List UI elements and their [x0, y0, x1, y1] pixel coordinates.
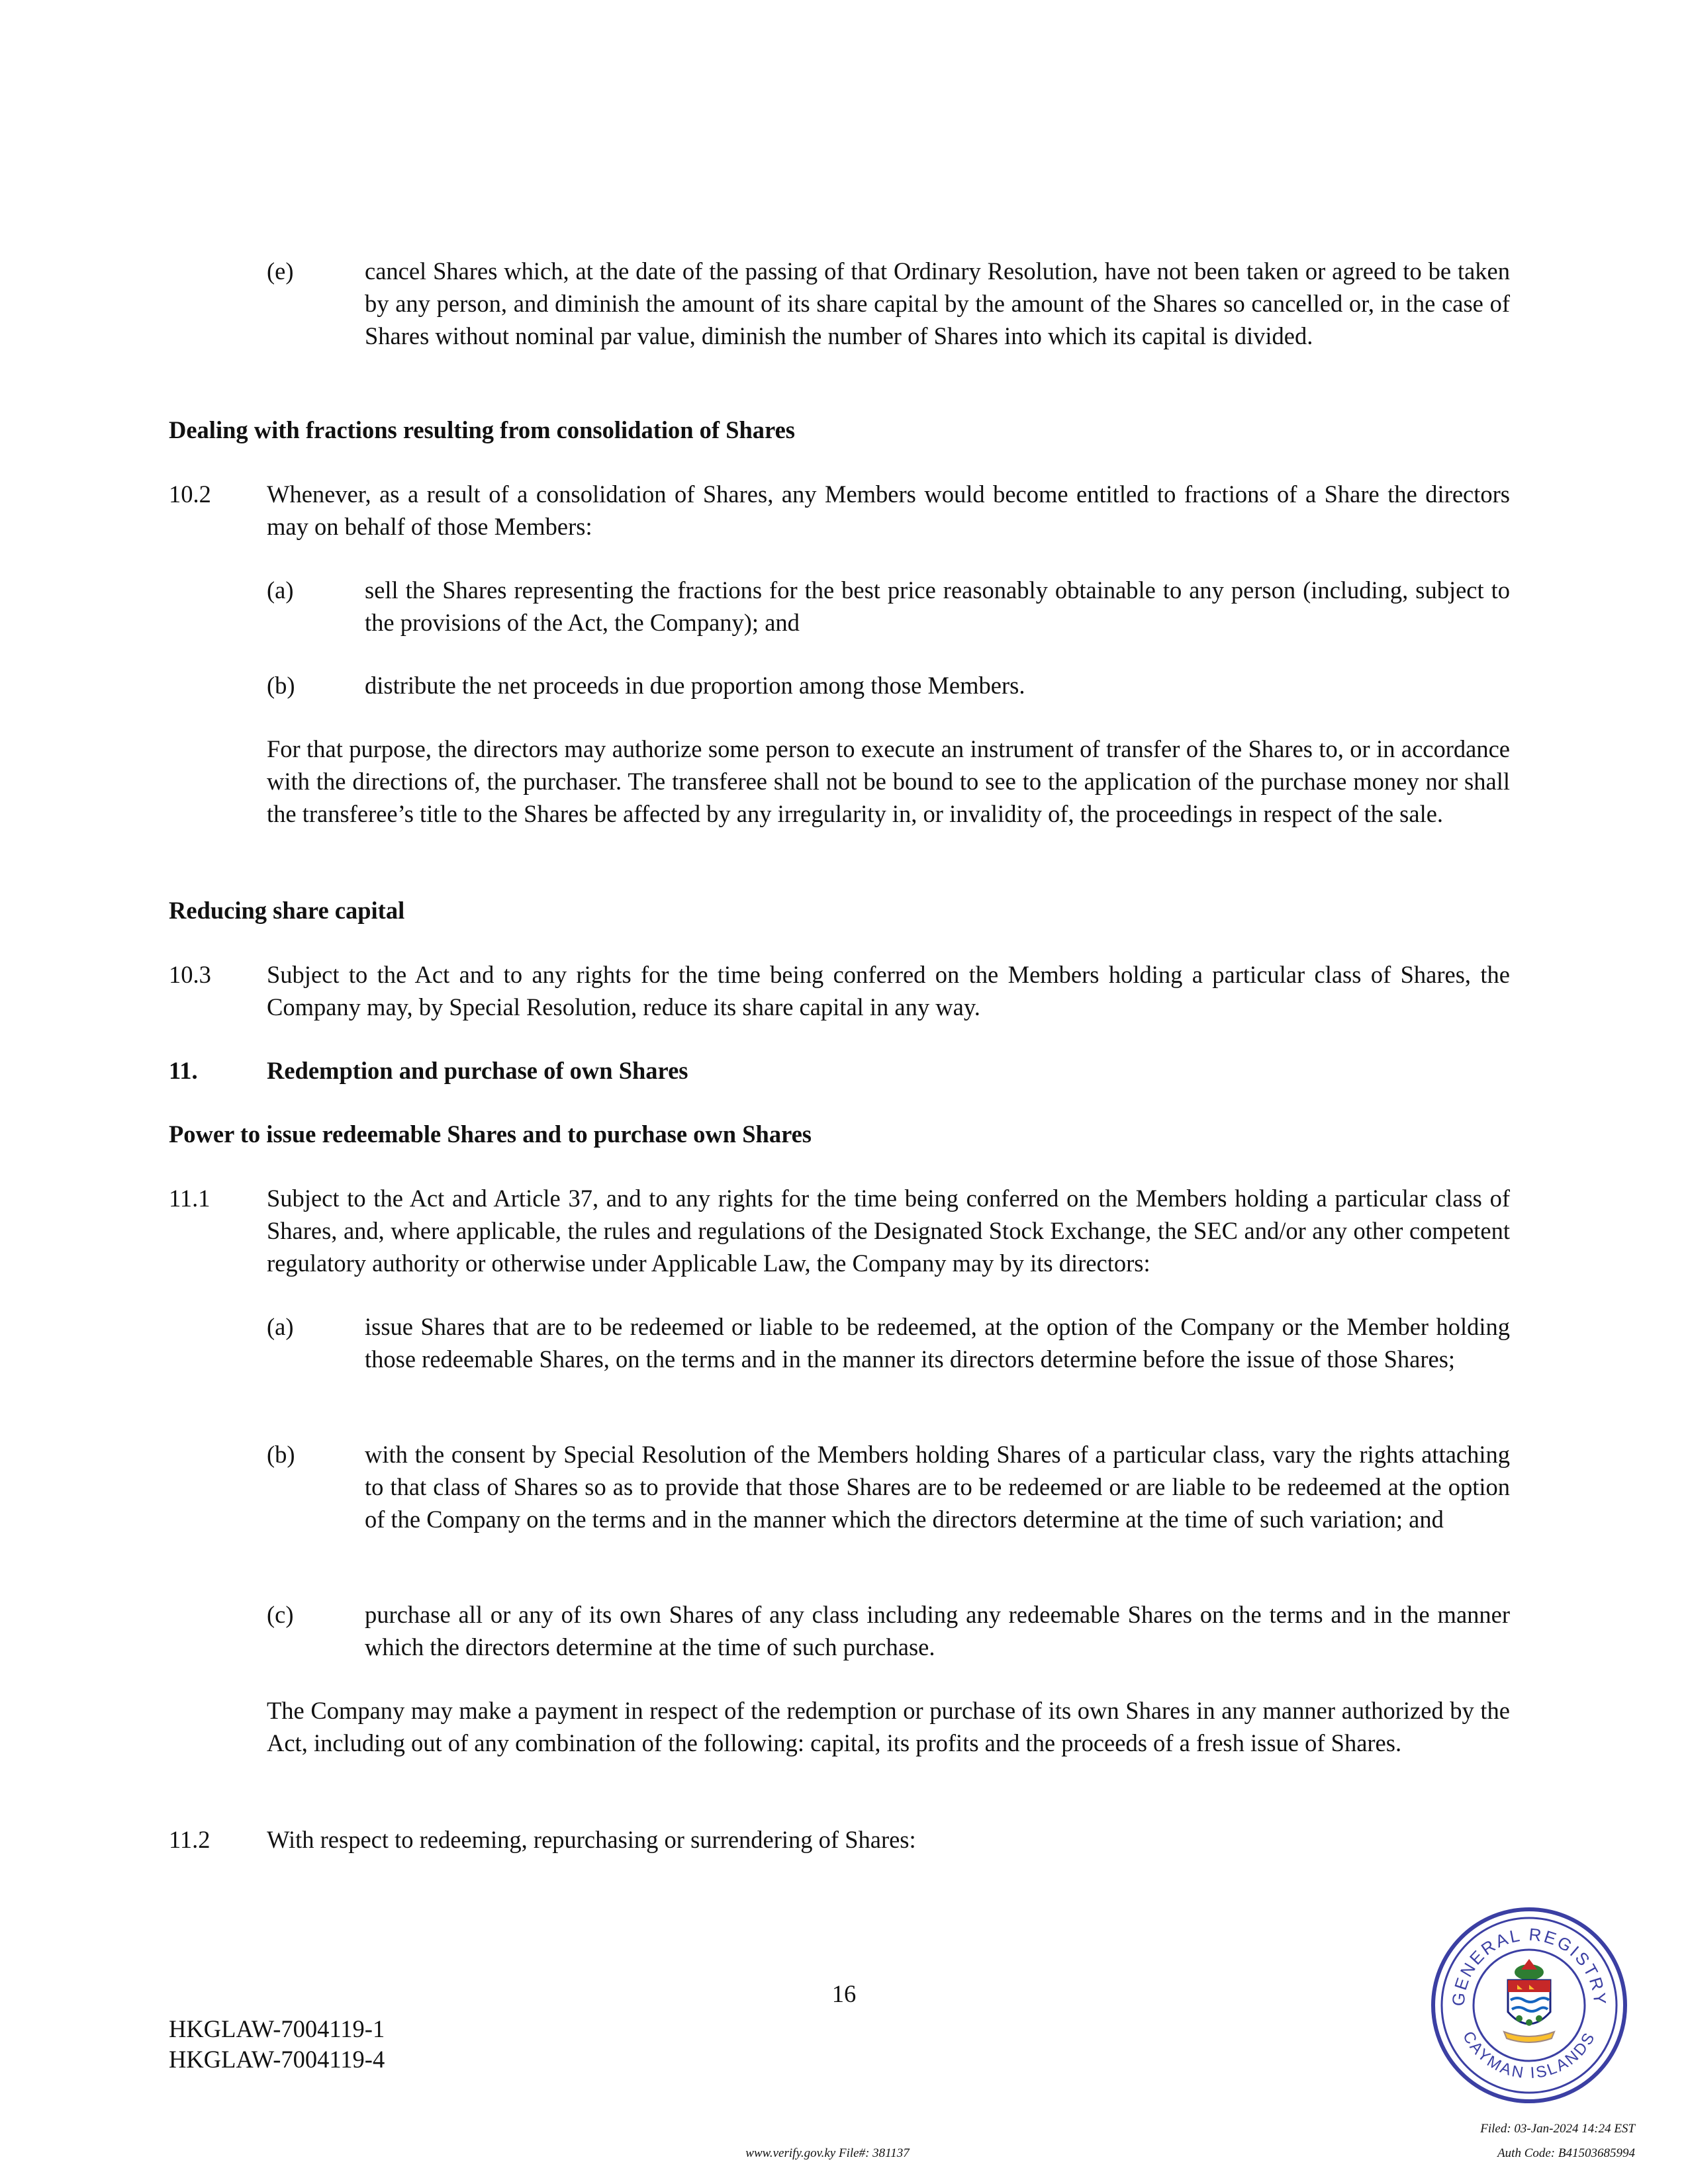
- footer-ref-1: HKGLAW-7004119-1: [169, 2015, 385, 2042]
- section-11-1-c-label: (c): [267, 1601, 294, 1628]
- general-registry-seal-icon: [1430, 1906, 1628, 2105]
- section-10-2-a-text: sell the Shares representing the fractions for the best price reasonably obtainable to any person (including, subject to the provisions of the Act, the Company); and: [365, 576, 1510, 636]
- section-11-2-text: With respect to redeeming, repurchasing or surrendering of Shares:: [267, 1826, 916, 1853]
- section-11-1-c-text: purchase all or any of its own Shares of any class including any redeemable Shares on the terms and in the manner which the directors determine at the time of such purchase.: [365, 1601, 1510, 1661]
- verify-url: www.verify.gov.ky File#: 381137: [745, 2146, 910, 2160]
- section-11-1-number: 11.1: [169, 1185, 211, 1212]
- heading-reducing: Reducing share capital: [169, 897, 405, 924]
- heading-fractions: Dealing with fractions resulting from consolidation of Shares: [169, 416, 795, 443]
- heading-power: Power to issue redeemable Shares and to purchase own Shares: [169, 1120, 812, 1148]
- item-e-text: cancel Shares which, at the date of the passing of that Ordinary Resolution, have not been taken or agreed to be taken by any person, and diminish the amount of its share capital by the amount of the Shares so cancelled or, in the case of Shares without nominal par value, diminish the number of Shares into which its capital is divided.: [365, 257, 1510, 349]
- section-11-1-a-label: (a): [267, 1313, 294, 1340]
- section-11-number: 11.: [169, 1057, 198, 1084]
- footer-ref-2: HKGLAW-7004119-4: [169, 2046, 385, 2073]
- section-11-2-number: 11.2: [169, 1826, 211, 1853]
- section-10-2-b-label: (b): [267, 672, 295, 699]
- section-11-1-b-text: with the consent by Special Resolution of the Members holding Shares of a particular class, vary the rights attaching to that class of Shares so as to provide that those Shares are to be redeemed or are liable to be redeemed at the option of the Company on the terms and in the manner which the directors determine at the time of such variation; and: [365, 1441, 1510, 1533]
- seal-top-text: GENERAL REGISTRY: [1448, 1924, 1611, 2007]
- section-10-3-text: Subject to the Act and to any rights for the time being conferred on the Members holding a particular class of Shares, the Company may, by Special Resolution, reduce its share capital in any way.: [267, 961, 1510, 1021]
- auth-code: Auth Code: B41503685994: [1497, 2146, 1635, 2160]
- section-10-2-b-text: distribute the net proceeds in due proportion among those Members.: [365, 672, 1025, 699]
- seal-bottom-text: CAYMAN ISLANDS: [1459, 2028, 1599, 2083]
- filed-stamp: Filed: 03-Jan-2024 14:24 EST: [1480, 2122, 1635, 2136]
- page-number: 16: [831, 1980, 857, 2007]
- section-10-2-number: 10.2: [169, 480, 211, 508]
- section-11-1-a-text: issue Shares that are to be redeemed or liable to be redeemed, at the option of the Company or the Member holding those redeemable Shares, on the terms and in the manner its directors determine before the issue of those Shares;: [365, 1313, 1510, 1373]
- section-10-2-a-label: (a): [267, 576, 294, 604]
- section-10-3-number: 10.3: [169, 961, 211, 988]
- section-11-title: Redemption and purchase of own Shares: [267, 1057, 688, 1084]
- section-11-1-b-label: (b): [267, 1441, 295, 1468]
- section-10-2-purpose: For that purpose, the directors may authorize some person to execute an instrument of transfer of the Shares to, or in accordance with the directions of, the purchaser. The transferee shall not be bound to see to the application of the purchase money nor shall the transferee’s title to the Shares be affected by any irregularity in, or invalidity of, the proceedings in respect of the sale.: [267, 735, 1510, 827]
- section-11-1-text: Subject to the Act and Article 37, and to any rights for the time being conferred on the Members holding a particular class of Shares, and, where applicable, the rules and regulations of the Designated Stock Exchange, the SEC and/or any other competent regulatory authority or otherwise under Applicable Law, the Company may by its directors:: [267, 1185, 1510, 1277]
- section-10-2-text: Whenever, as a result of a consolidation of Shares, any Members would become entitled to fractions of a Share the directors may on behalf of those Members:: [267, 480, 1510, 540]
- section-11-1-payment: The Company may make a payment in respect of the redemption or purchase of its own Shares in any manner authorized by the Act, including out of any combination of the following: capital, its profits and the proceeds of a fresh issue of Shares.: [267, 1697, 1510, 1756]
- item-e-label: (e): [267, 257, 294, 285]
